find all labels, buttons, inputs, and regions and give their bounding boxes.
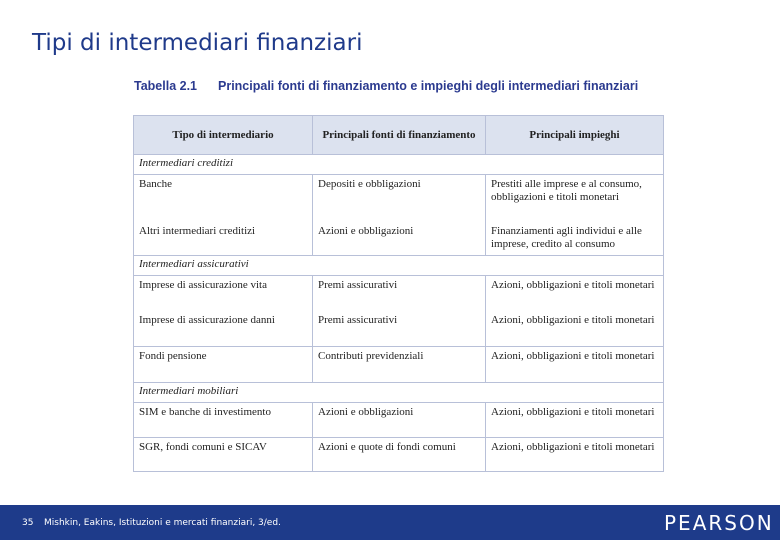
section-row-credit — [134, 155, 664, 175]
cell-type: Banche — [134, 175, 313, 223]
cell-type: Imprese di assicurazione danni — [134, 311, 313, 347]
section-title: Intermediari mobiliari — [134, 383, 664, 403]
cell-sources: Premi assicurativi — [313, 311, 486, 347]
cell-type: SGR, fondi comuni e SICAV — [134, 438, 313, 472]
table-row — [134, 175, 664, 223]
table-row — [134, 276, 664, 312]
financial-intermediaries-table — [133, 115, 664, 472]
section-title: Intermediari assicurativi — [134, 256, 664, 276]
pearson-logo: PEARSON — [664, 511, 774, 535]
cell-sources: Azioni e quote di fondi comuni — [313, 438, 486, 472]
table-number: Tabella 2.1 — [134, 79, 197, 93]
cell-sources: Azioni e obbligazioni — [313, 403, 486, 438]
section-row-insurance — [134, 256, 664, 276]
cell-uses: Azioni, obbligazioni e titoli monetari — [486, 311, 664, 347]
table-caption-text: Principali fonti di finanziamento e impieghi degli intermediari finanziari — [218, 79, 639, 93]
cell-uses: Azioni, obbligazioni e titoli monetari — [486, 347, 664, 383]
table-row — [134, 403, 664, 438]
cell-type: Fondi pensione — [134, 347, 313, 383]
cell-sources: Depositi e obbligazioni — [313, 175, 486, 223]
header-type: Tipo di intermediario — [134, 116, 313, 155]
page-number: 35 — [22, 518, 34, 528]
cell-sources: Contributi previdenziali — [313, 347, 486, 383]
footer-bar — [0, 505, 780, 540]
footer-citation: Mishkin, Eakins, Istituzioni e mercati finanziari, 3/ed. — [44, 518, 281, 528]
cell-type: Imprese di assicurazione vita — [134, 276, 313, 312]
table-row — [134, 311, 664, 347]
cell-uses: Prestiti alle imprese e al consumo, obbligazioni e titoli monetari — [486, 175, 664, 223]
table-row — [134, 438, 664, 472]
cell-uses: Azioni, obbligazioni e titoli monetari — [486, 403, 664, 438]
cell-uses: Azioni, obbligazioni e titoli monetari — [486, 438, 664, 472]
cell-uses: Azioni, obbligazioni e titoli monetari — [486, 276, 664, 312]
section-row-securities — [134, 383, 664, 403]
table-header-row — [134, 116, 664, 155]
section-title: Intermediari creditizi — [134, 155, 664, 175]
cell-type: SIM e banche di investimento — [134, 403, 313, 438]
header-sources: Principali fonti di finanziamento — [313, 116, 486, 155]
cell-sources: Premi assicurativi — [313, 276, 486, 312]
cell-type: Altri intermediari creditizi — [134, 222, 313, 256]
slide-title: Tipi di intermediari finanziari — [32, 30, 363, 56]
header-uses: Principali impieghi — [486, 116, 664, 155]
table-row — [134, 347, 664, 383]
table-row — [134, 222, 664, 256]
cell-uses: Finanziamenti agli individui e alle imprese, credito al consumo — [486, 222, 664, 256]
cell-sources: Azioni e obbligazioni — [313, 222, 486, 256]
